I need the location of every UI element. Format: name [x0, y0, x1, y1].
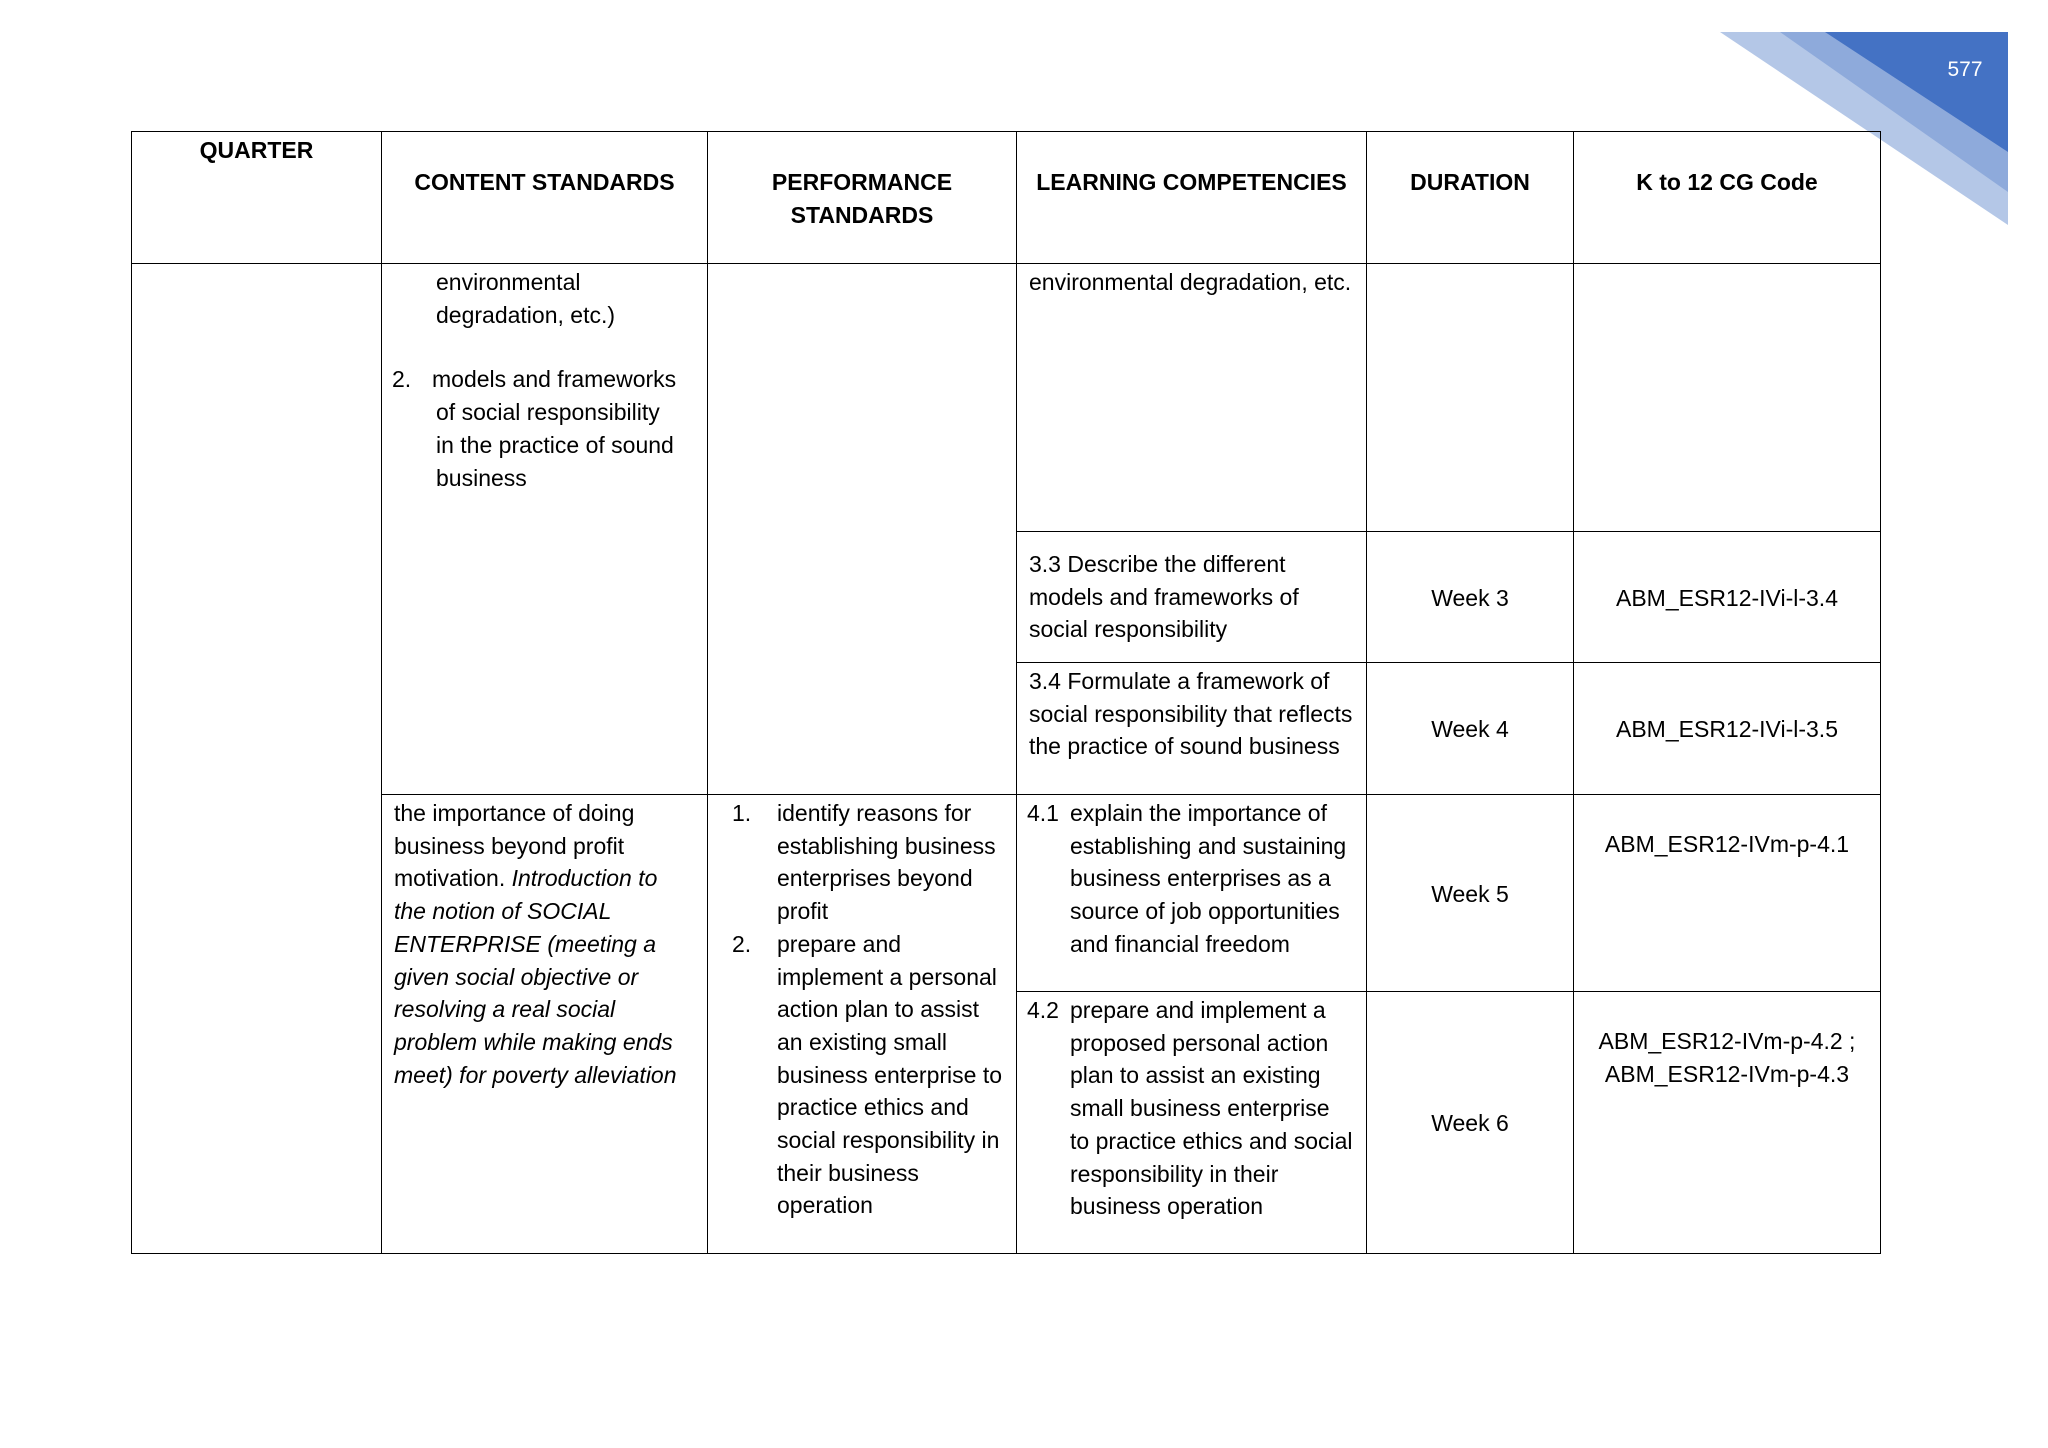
page-number: 577	[1947, 58, 1983, 81]
header-code-label: K to 12 CG Code	[1636, 169, 1818, 195]
content-standards-cell-2	[382, 795, 708, 1254]
code-4-2-cell	[1574, 992, 1881, 1254]
competency-4-1-number: 4.1	[1027, 800, 1059, 826]
duration-week6-cell	[1367, 992, 1574, 1254]
content-italic-text: Introduction to the notion of SOCIAL ENTERPRISE (meeting a given social objective or resolving a real social problem while making ends meet) for poverty alleviation	[394, 865, 677, 1088]
code-3-4-cell	[1574, 532, 1881, 663]
content-item-2-line4: business	[436, 464, 527, 491]
competency-4-1-text: explain the importance of establishing and sustaining business enterprises as a source of job opportunities and financial freedom	[1070, 800, 1347, 957]
header-performance-line2: STANDARDS	[790, 201, 934, 228]
performance-item-2-number: 2.	[732, 930, 752, 957]
duration-week5: Week 5	[1431, 880, 1509, 907]
table-row	[132, 264, 1881, 532]
code-3-5-cell	[1574, 663, 1881, 795]
duration-week6: Week 6	[1431, 1110, 1509, 1137]
code-3-5: ABM_ESR12-IVi-l-3.5	[1616, 716, 1838, 743]
competency-4-2-text: prepare and implement a proposed personal action plan to assist an existing small business enterprise to practice ethics and social responsibility in their business operation	[1070, 997, 1353, 1220]
performance-item-2	[732, 928, 1004, 1222]
duration-week5-cell	[1367, 795, 1574, 992]
header-performance-standards	[708, 132, 1017, 264]
content-item-2-text	[432, 363, 695, 494]
competency-4-2-cell	[1017, 992, 1367, 1254]
content-cont-line2: degradation, etc.)	[436, 301, 616, 328]
duration-week3-cell	[1367, 532, 1574, 663]
quarter-cell	[132, 264, 382, 1254]
competency-3-4-cell	[1017, 663, 1367, 795]
header-performance-line1: PERFORMANCE	[771, 169, 953, 195]
content-item-2-line2: of social responsibility	[436, 399, 660, 426]
code-cell-empty	[1574, 264, 1881, 532]
header-quarter	[132, 132, 382, 264]
header-learning-competencies	[1017, 132, 1367, 264]
competency-3-3-cell	[1017, 532, 1367, 663]
duration-week4: Week 4	[1431, 716, 1509, 743]
content-plain-text: the importance of doing business beyond profit motivation.	[394, 800, 635, 892]
content-item-2-line3: in the practice of sound	[436, 431, 674, 458]
content-item-2	[392, 363, 695, 494]
code-4-3: ABM_ESR12-IVm-p-4.3	[1604, 1060, 1850, 1087]
competency-continuation-cell	[1017, 264, 1367, 532]
competency-continuation-text: environmental degradation, etc.	[1029, 269, 1352, 295]
performance-item-2-text: prepare and implement a personal action plan to assist an existing small business enterprise to practice ethics and social responsibility in their business operation	[777, 930, 1003, 1219]
header-content-standards-label: CONTENT STANDARDS	[414, 169, 675, 195]
code-4-1: ABM_ESR12-IVm-p-4.1	[1604, 831, 1850, 857]
curriculum-guide-table	[131, 131, 1881, 1254]
header-quarter-label: QUARTER	[199, 137, 314, 163]
table-row	[132, 795, 1881, 992]
competency-3-3-text: 3.3 Describe the different models and frameworks of social responsibility	[1029, 550, 1299, 643]
competency-4-2	[1027, 994, 1354, 1223]
header-code	[1574, 132, 1881, 264]
performance-standards-cell-1	[708, 264, 1017, 795]
competency-4-2-number: 4.2	[1027, 997, 1059, 1023]
header-content-standards	[382, 132, 708, 264]
code-4-1-cell	[1574, 795, 1881, 992]
competency-4-1-cell	[1017, 795, 1367, 992]
content-standards-text-2	[394, 797, 695, 1091]
duration-week4-cell	[1367, 663, 1574, 795]
header-duration	[1367, 132, 1574, 264]
header-duration-label: DURATION	[1410, 169, 1530, 195]
content-item-2-number: 2.	[392, 366, 412, 393]
duration-week3: Week 3	[1431, 584, 1509, 611]
content-standards-cell-1	[382, 264, 708, 795]
duration-cell-empty	[1367, 264, 1574, 532]
performance-item-1-number: 1.	[732, 800, 752, 826]
header-learning-competencies-label: LEARNING COMPETENCIES	[1036, 169, 1347, 195]
content-continuation	[394, 266, 695, 331]
code-3-4: ABM_ESR12-IVi-l-3.4	[1616, 584, 1838, 611]
performance-item-1-text: identify reasons for establishing business enterprises beyond profit	[777, 800, 996, 925]
spacer	[394, 331, 695, 363]
performance-standards-cell-2	[708, 795, 1017, 1254]
content-cont-line1: environmental	[436, 269, 581, 295]
competency-4-1	[1027, 797, 1354, 961]
performance-item-1	[732, 797, 1004, 928]
header-row	[132, 132, 1881, 264]
competency-3-4-text: 3.4 Formulate a framework of social responsibility that reflects the practice of sound business	[1029, 668, 1353, 760]
code-4-2: ABM_ESR12-IVm-p-4.2 ;	[1598, 1028, 1856, 1054]
content-item-2-line1: models and frameworks	[432, 366, 677, 393]
